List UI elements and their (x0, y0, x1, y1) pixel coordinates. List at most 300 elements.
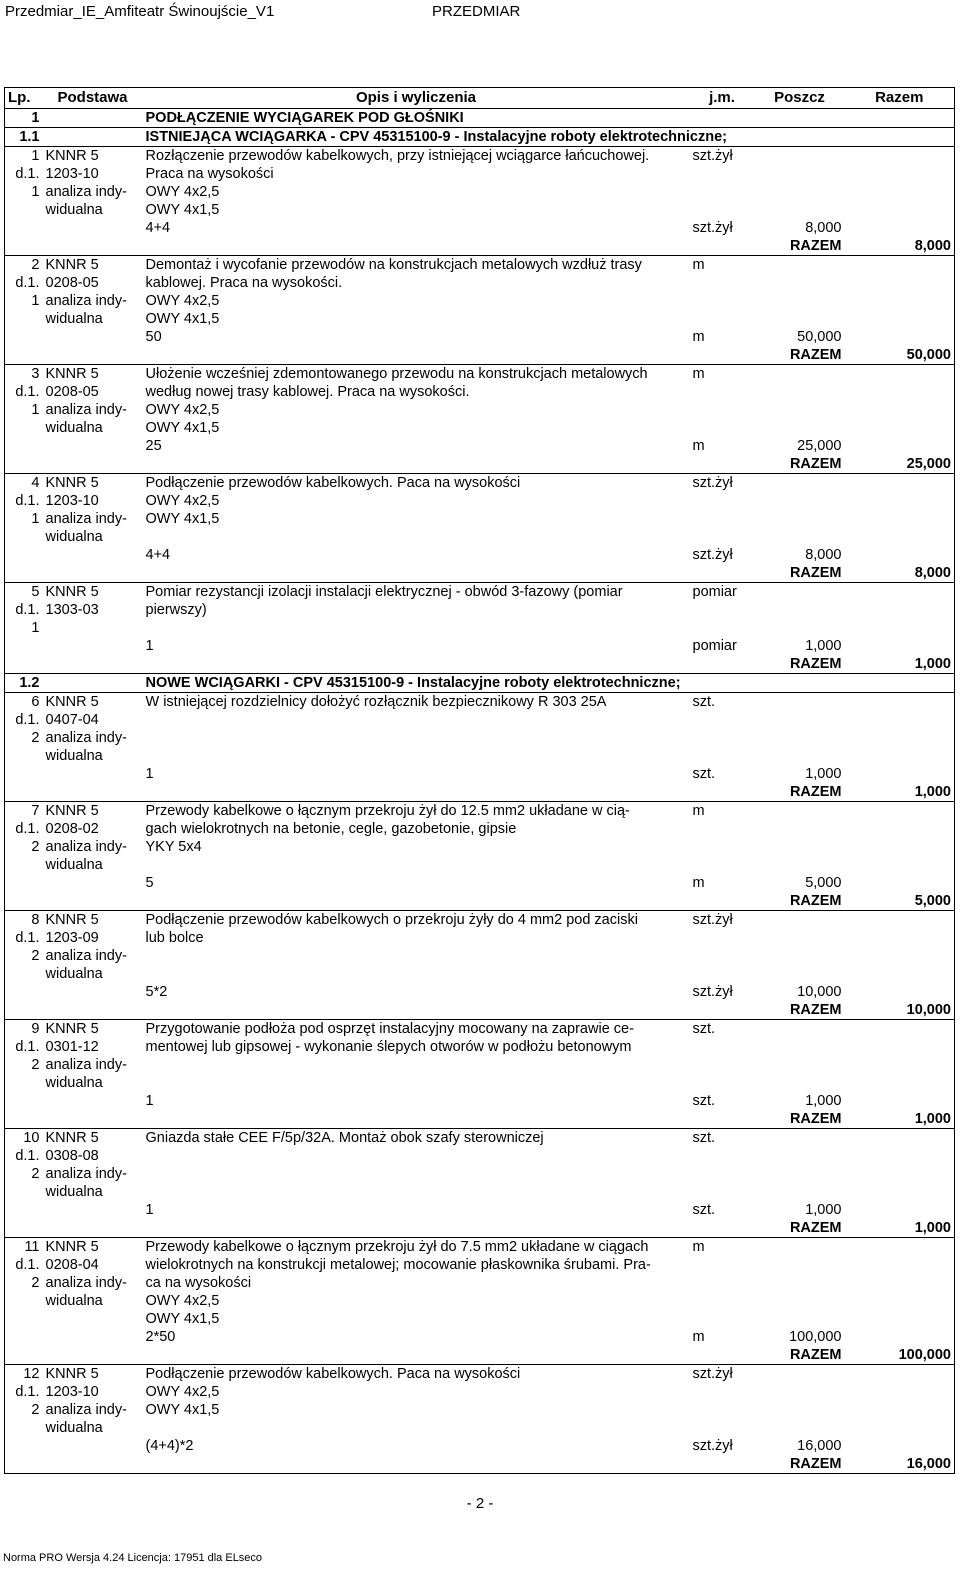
position-number: 1 (5, 147, 43, 166)
position-number: 2 (5, 1056, 43, 1074)
position-description: (4+4)*2 (145, 1438, 194, 1454)
cell-empty (43, 237, 143, 256)
cell-empty (143, 455, 690, 474)
total-row (5, 1110, 955, 1129)
position-basis: 0208-04 (45, 1257, 99, 1273)
position-number (5, 765, 43, 783)
position-basis: 1203-10 (45, 166, 99, 182)
position-basis: analiza indy- (45, 184, 127, 200)
position-description: Podłączenie przewodów kabelkowych. Paca na wysokości (145, 1366, 521, 1382)
position-number (5, 201, 43, 219)
position-line (5, 1419, 955, 1437)
position-line (5, 1274, 955, 1292)
position-unit: szt.żył (692, 220, 733, 236)
cell-empty (143, 1110, 690, 1129)
position-basis: 0208-05 (45, 275, 99, 291)
total-label: RAZEM (755, 1219, 845, 1238)
position-description: 5 (145, 875, 154, 891)
position-description (143, 1056, 690, 1074)
cell-empty (845, 1238, 955, 1257)
position-quantity (755, 601, 845, 619)
calc-row (5, 1437, 955, 1455)
position-description: 50 (145, 329, 162, 345)
cell-empty (845, 510, 955, 528)
cell-empty (845, 765, 955, 783)
position-basis (43, 328, 143, 346)
position-line (5, 1238, 955, 1257)
position-line (5, 1038, 955, 1056)
position-number: 1 (5, 619, 43, 637)
cell-empty (845, 983, 955, 1001)
position-quantity: 16,000 (797, 1438, 842, 1454)
position-description (143, 711, 690, 729)
cell-empty (845, 1183, 955, 1201)
position-basis: 0208-05 (45, 384, 99, 400)
cell-empty (845, 911, 955, 930)
cell-empty (43, 1001, 143, 1020)
position-quantity (755, 1074, 845, 1092)
position-basis: widualna (45, 1420, 103, 1436)
position-line (5, 256, 955, 275)
position-quantity (755, 1419, 845, 1437)
position-unit (690, 1038, 755, 1056)
position-number (5, 1074, 43, 1092)
position-quantity (755, 1365, 845, 1384)
cell-empty (845, 165, 955, 183)
cell-empty (845, 637, 955, 655)
position-quantity (755, 365, 845, 384)
position-quantity: 1,000 (805, 1093, 842, 1109)
position-line (5, 911, 955, 930)
position-line (5, 310, 955, 328)
position-basis: analiza indy- (45, 1166, 127, 1182)
position-line (5, 419, 955, 437)
position-basis (43, 637, 143, 655)
position-basis: analiza indy- (45, 402, 127, 418)
position-description: OWY 4x2,5 (145, 184, 220, 200)
position-unit (690, 1419, 755, 1437)
position-unit (690, 729, 755, 747)
position-unit (690, 1165, 755, 1183)
position-number: 1 (5, 510, 43, 528)
position-quantity (755, 1129, 845, 1148)
position-description (143, 947, 690, 965)
cell-empty (690, 564, 755, 583)
position-quantity (755, 183, 845, 201)
position-line (5, 1401, 955, 1419)
position-unit (690, 1401, 755, 1419)
position-quantity: 1,000 (805, 638, 842, 654)
calc-row (5, 1201, 955, 1219)
position-unit: szt.żył (692, 1438, 733, 1454)
position-line (5, 165, 955, 183)
position-description (143, 747, 690, 765)
position-quantity: 1,000 (805, 766, 842, 782)
position-basis (43, 219, 143, 237)
col-header-poszcz: Poszcz (755, 88, 845, 109)
cell-empty (845, 1292, 955, 1310)
cell-empty (5, 455, 43, 474)
calc-row (5, 874, 955, 892)
position-line (5, 1310, 955, 1328)
cell-empty (845, 747, 955, 765)
position-line (5, 838, 955, 856)
position-quantity (755, 401, 845, 419)
position-line (5, 729, 955, 747)
position-number: d.1. (5, 601, 43, 619)
position-unit: szt. (692, 766, 716, 782)
total-value: 1,000 (845, 783, 955, 802)
cell-empty (845, 546, 955, 564)
cell-empty (845, 474, 955, 493)
position-number: 8 (5, 911, 43, 930)
position-number (5, 219, 43, 237)
col-header-lp: Lp. (5, 88, 43, 109)
cell-empty (845, 419, 955, 437)
cell-empty (845, 1092, 955, 1110)
cell-empty (845, 528, 955, 546)
section-number: 1.2 (5, 674, 43, 693)
position-quantity (755, 165, 845, 183)
position-basis: analiza indy- (45, 948, 127, 964)
position-basis: widualna (45, 966, 103, 982)
position-description (143, 619, 690, 637)
position-quantity (755, 838, 845, 856)
position-basis: 0308-08 (45, 1148, 99, 1164)
position-basis: 1203-09 (45, 930, 99, 946)
position-basis: analiza indy- (45, 293, 127, 309)
cell-empty (845, 219, 955, 237)
cell-empty (43, 109, 143, 128)
position-number (5, 637, 43, 655)
position-line (5, 929, 955, 947)
position-quantity (755, 1383, 845, 1401)
position-number: 2 (5, 947, 43, 965)
total-value: 1,000 (845, 1110, 955, 1129)
document-type: PRZEDMIAR (432, 3, 521, 20)
position-number: 1 (5, 183, 43, 201)
position-number (5, 546, 43, 564)
position-description: YKY 5x4 (145, 839, 202, 855)
position-basis: KNNR 5 (45, 1021, 99, 1037)
position-basis: KNNR 5 (45, 694, 99, 710)
position-number: d.1. (5, 1256, 43, 1274)
position-description: 1 (145, 1202, 154, 1218)
cell-empty (43, 1110, 143, 1129)
position-basis: analiza indy- (45, 1057, 127, 1073)
position-description: Pomiar rezystancji izolacji instalacji elektrycznej - obwód 3-fazowy (pomiar (145, 584, 623, 600)
position-quantity (755, 929, 845, 947)
position-description: OWY 4x1,5 (145, 420, 220, 436)
total-value: 1,000 (845, 655, 955, 674)
position-unit (690, 165, 755, 183)
cell-empty (690, 1110, 755, 1129)
cell-empty (43, 1346, 143, 1365)
position-line (5, 201, 955, 219)
document-title: Przedmiar_IE_Amfiteatr Świnoujście_V1 (5, 3, 275, 20)
position-description: Praca na wysokości (145, 166, 274, 182)
position-line (5, 693, 955, 712)
position-basis: 1203-10 (45, 1384, 99, 1400)
cell-empty (845, 619, 955, 637)
cell-empty (143, 655, 690, 674)
position-description: Przewody kabelkowe o łącznym przekroju żył do 7.5 mm2 układane w ciągach (145, 1239, 649, 1255)
position-line (5, 856, 955, 874)
cell-empty (845, 1419, 955, 1437)
cell-empty (690, 237, 755, 256)
position-unit: szt.żył (692, 475, 733, 491)
position-line (5, 947, 955, 965)
position-unit (690, 1292, 755, 1310)
position-number: 2 (5, 256, 43, 275)
position-unit (690, 619, 755, 637)
table-header-row (5, 88, 955, 109)
position-line (5, 802, 955, 821)
position-quantity: 25,000 (797, 438, 842, 454)
position-quantity (755, 711, 845, 729)
cell-empty (143, 237, 690, 256)
cell-empty (43, 1455, 143, 1474)
position-number: d.1. (5, 383, 43, 401)
cell-empty (845, 1165, 955, 1183)
position-number (5, 983, 43, 1001)
position-line (5, 1165, 955, 1183)
cell-empty (845, 1437, 955, 1455)
position-quantity: 5,000 (805, 875, 842, 891)
position-quantity (755, 419, 845, 437)
position-unit: m (692, 1329, 705, 1345)
position-unit (690, 1383, 755, 1401)
cell-empty (845, 1256, 955, 1274)
section-row (5, 674, 955, 693)
position-quantity: 8,000 (805, 220, 842, 236)
position-line (5, 601, 955, 619)
cell-empty (143, 783, 690, 802)
position-description: 2*50 (145, 1329, 176, 1345)
position-unit: m (692, 366, 705, 382)
position-unit (690, 965, 755, 983)
position-line (5, 1147, 955, 1165)
position-number: d.1. (5, 165, 43, 183)
position-description: Ułożenie wcześniej zdemontowanego przewodu na konstrukcjach metalowych (145, 366, 648, 382)
total-value: 16,000 (845, 1455, 955, 1474)
position-basis: 1303-03 (45, 602, 99, 618)
cell-empty (845, 1274, 955, 1292)
col-header-podstawa: Podstawa (43, 88, 143, 109)
position-line (5, 510, 955, 528)
calc-row (5, 546, 955, 564)
position-line (5, 183, 955, 201)
position-basis: KNNR 5 (45, 1366, 99, 1382)
position-line (5, 1256, 955, 1274)
position-description: Przewody kabelkowe o łącznym przekroju żył do 12.5 mm2 układane w cią- (145, 803, 630, 819)
position-description (143, 856, 690, 874)
position-description: według nowej trasy kablowej. Praca na wysokości. (145, 384, 470, 400)
cell-empty (845, 1129, 955, 1148)
total-row (5, 1455, 955, 1474)
position-unit (690, 401, 755, 419)
position-description (143, 1074, 690, 1092)
position-unit (690, 201, 755, 219)
position-line (5, 619, 955, 637)
position-unit (690, 183, 755, 201)
position-number: 2 (5, 838, 43, 856)
position-basis: KNNR 5 (45, 1239, 99, 1255)
position-number: 2 (5, 729, 43, 747)
position-unit (690, 383, 755, 401)
total-label: RAZEM (755, 237, 845, 256)
position-basis: widualna (45, 857, 103, 873)
position-quantity (755, 492, 845, 510)
position-unit: szt. (692, 1021, 716, 1037)
cell-empty (845, 292, 955, 310)
table-body (5, 109, 955, 1474)
position-basis (43, 1201, 143, 1219)
position-description: 4+4 (145, 547, 171, 563)
position-quantity (755, 856, 845, 874)
position-basis: widualna (45, 420, 103, 436)
position-number (5, 419, 43, 437)
calc-row (5, 983, 955, 1001)
total-value: 100,000 (845, 1346, 955, 1365)
position-description: 1 (145, 638, 154, 654)
position-number: d.1. (5, 274, 43, 292)
position-unit (690, 601, 755, 619)
position-description (143, 729, 690, 747)
position-line (5, 747, 955, 765)
section-title: PODŁĄCZENIE WYCIĄGAREK POD GŁOŚNIKI (143, 109, 955, 128)
position-basis: analiza indy- (45, 730, 127, 746)
position-description: OWY 4x2,5 (145, 293, 220, 309)
position-number: 2 (5, 1401, 43, 1419)
position-quantity (755, 310, 845, 328)
estimate-table (4, 87, 955, 1474)
position-unit (690, 310, 755, 328)
total-row (5, 564, 955, 583)
cell-empty (845, 856, 955, 874)
cell-empty (5, 1110, 43, 1129)
position-line (5, 1074, 955, 1092)
position-unit: pomiar (692, 584, 737, 600)
total-row (5, 1001, 955, 1020)
cell-empty (143, 892, 690, 911)
position-number: 10 (5, 1129, 43, 1148)
position-unit: szt. (692, 694, 716, 710)
position-unit: m (692, 803, 705, 819)
position-number: 9 (5, 1020, 43, 1039)
position-number: 1 (5, 292, 43, 310)
cell-empty (690, 346, 755, 365)
estimate-table-wrapper (4, 87, 954, 1474)
position-quantity (755, 292, 845, 310)
position-quantity (755, 947, 845, 965)
total-label: RAZEM (755, 1001, 845, 1020)
position-line (5, 1292, 955, 1310)
position-unit (690, 528, 755, 546)
total-row (5, 455, 955, 474)
position-description: 25 (145, 438, 162, 454)
cell-empty (845, 1020, 955, 1039)
position-quantity (755, 1274, 845, 1292)
position-quantity (755, 1256, 845, 1274)
position-quantity (755, 1183, 845, 1201)
position-number (5, 1201, 43, 1219)
position-unit (690, 419, 755, 437)
cell-empty (845, 1147, 955, 1165)
section-row (5, 128, 955, 147)
position-number (5, 1419, 43, 1437)
position-quantity (755, 1038, 845, 1056)
cell-empty (43, 128, 143, 147)
position-number: d.1. (5, 1038, 43, 1056)
col-header-opis: Opis i wyliczenia (143, 88, 690, 109)
position-line (5, 1056, 955, 1074)
position-quantity (755, 1056, 845, 1074)
total-label: RAZEM (755, 346, 845, 365)
position-basis: KNNR 5 (45, 475, 99, 491)
position-description (143, 1419, 690, 1437)
position-number: 5 (5, 583, 43, 602)
position-basis: KNNR 5 (45, 366, 99, 382)
position-basis: 1203-10 (45, 493, 99, 509)
position-description: Gniazda stałe CEE F/5p/32A. Montaż obok szafy sterowniczej (145, 1130, 544, 1146)
position-unit (690, 929, 755, 947)
cell-empty (845, 437, 955, 455)
cell-empty (5, 655, 43, 674)
position-description: OWY 4x1,5 (145, 202, 220, 218)
col-header-jm: j.m. (690, 88, 755, 109)
position-quantity (755, 693, 845, 712)
cell-empty (690, 1346, 755, 1365)
position-line (5, 1020, 955, 1039)
position-unit: szt.żył (692, 148, 733, 164)
cell-empty (845, 256, 955, 275)
position-unit (690, 838, 755, 856)
position-line (5, 365, 955, 384)
cell-empty (690, 783, 755, 802)
position-unit (690, 274, 755, 292)
position-number: 4 (5, 474, 43, 493)
position-quantity: 100,000 (789, 1329, 842, 1345)
cell-empty (845, 929, 955, 947)
position-number (5, 1092, 43, 1110)
position-description: W istniejącej rozdzielnicy dołożyć rozłącznik bezpiecznikowy R 303 25A (145, 694, 607, 710)
cell-empty (690, 1219, 755, 1238)
position-number (5, 437, 43, 455)
position-line (5, 492, 955, 510)
position-basis (43, 619, 143, 637)
position-number (5, 1292, 43, 1310)
position-unit (690, 947, 755, 965)
position-number (5, 310, 43, 328)
position-quantity (755, 1292, 845, 1310)
position-description: kablowej. Praca na wysokości. (145, 275, 343, 291)
position-description: 5*2 (145, 984, 168, 1000)
position-basis: KNNR 5 (45, 584, 99, 600)
cell-empty (690, 1001, 755, 1020)
cell-empty (845, 401, 955, 419)
cell-empty (845, 802, 955, 821)
total-label: RAZEM (755, 655, 845, 674)
calc-row (5, 219, 955, 237)
position-unit: szt.żył (692, 547, 733, 563)
position-number (5, 874, 43, 892)
position-description: Demontaż i wycofanie przewodów na konstrukcjach metalowych wzdłuż trasy (145, 257, 642, 273)
position-number (5, 856, 43, 874)
total-row (5, 1219, 955, 1238)
total-value: 10,000 (845, 1001, 955, 1020)
cell-empty (43, 892, 143, 911)
